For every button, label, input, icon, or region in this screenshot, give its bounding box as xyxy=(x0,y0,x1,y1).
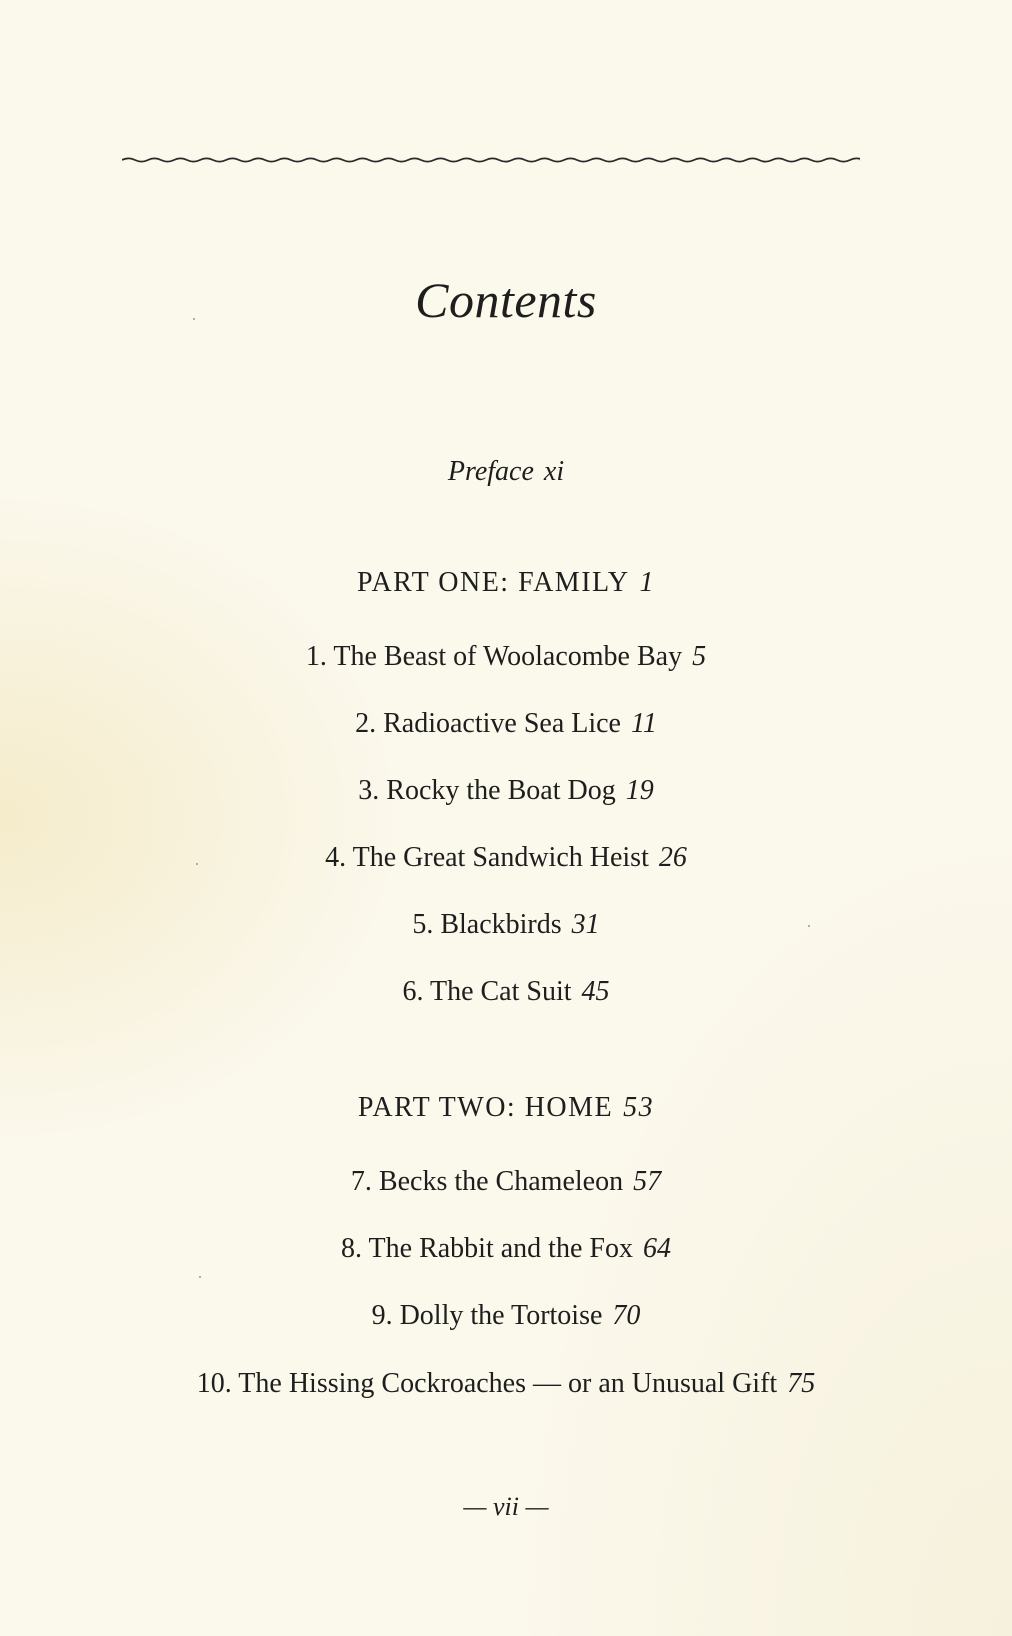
paper-speck xyxy=(199,1276,201,1278)
toc-chapter-entry xyxy=(0,908,1012,942)
toc-chapter-label: 3. Rocky the Boat Dog xyxy=(358,775,616,806)
toc-chapter-label: 10. The Hissing Cockroaches — or an Unusual Gift xyxy=(196,1368,778,1399)
toc-part-page: 1 xyxy=(639,567,656,598)
toc-chapter-entry xyxy=(0,1367,1012,1401)
page-number-folio: — vii — xyxy=(463,1492,549,1521)
toc-preface-page: xi xyxy=(543,456,565,487)
toc-preface-label: Preface xyxy=(447,456,534,487)
toc-preface-entry xyxy=(0,455,1012,489)
toc-chapter-label: 4. The Great Sandwich Heist xyxy=(325,842,649,873)
toc-chapter-page: 26 xyxy=(658,842,687,873)
toc-chapter-page: 19 xyxy=(625,775,654,806)
toc-chapter-entry xyxy=(0,841,1012,875)
toc-chapter-entry xyxy=(0,1165,1012,1199)
toc-part-page: 53 xyxy=(623,1092,655,1123)
toc-chapter-entry xyxy=(0,640,1012,674)
toc-chapter-label: 6. The Cat Suit xyxy=(402,976,572,1007)
toc-chapter-page: 75 xyxy=(787,1368,816,1399)
toc-chapter-label: 8. The Rabbit and the Fox xyxy=(341,1233,633,1264)
toc-chapter-page: 11 xyxy=(630,708,657,739)
toc-chapter-page: 64 xyxy=(642,1233,671,1264)
toc-chapter-entry xyxy=(0,774,1012,808)
toc-chapter-page: 70 xyxy=(612,1300,641,1331)
toc-chapter-page: 57 xyxy=(633,1166,662,1197)
toc-chapter-page: 45 xyxy=(581,976,610,1007)
toc-chapter-entry xyxy=(0,707,1012,741)
toc-chapter-label: 7. Becks the Chameleon xyxy=(350,1166,624,1197)
wavy-rule-ornament xyxy=(122,150,860,170)
toc-chapter-label: 5. Blackbirds xyxy=(412,909,562,940)
toc-chapter-label: 9. Dolly the Tortoise xyxy=(371,1300,603,1331)
page-title: Contents xyxy=(415,272,597,328)
toc-part-heading xyxy=(0,1091,1012,1125)
toc-part-heading xyxy=(0,566,1012,600)
toc-chapter-label: 1. The Beast of Woolacombe Bay xyxy=(305,641,683,672)
toc-part-label: PART TWO: HOME xyxy=(357,1092,614,1123)
toc-chapter-entry xyxy=(0,1232,1012,1266)
toc-chapter-label: 2. Radioactive Sea Lice xyxy=(355,708,621,739)
toc-chapter-entry xyxy=(0,975,1012,1009)
toc-chapter-page: 31 xyxy=(571,909,600,940)
toc-part-label: PART ONE: FAMILY xyxy=(356,567,630,598)
toc-chapter-entry xyxy=(0,1299,1012,1333)
toc-chapter-page: 5 xyxy=(692,641,707,672)
